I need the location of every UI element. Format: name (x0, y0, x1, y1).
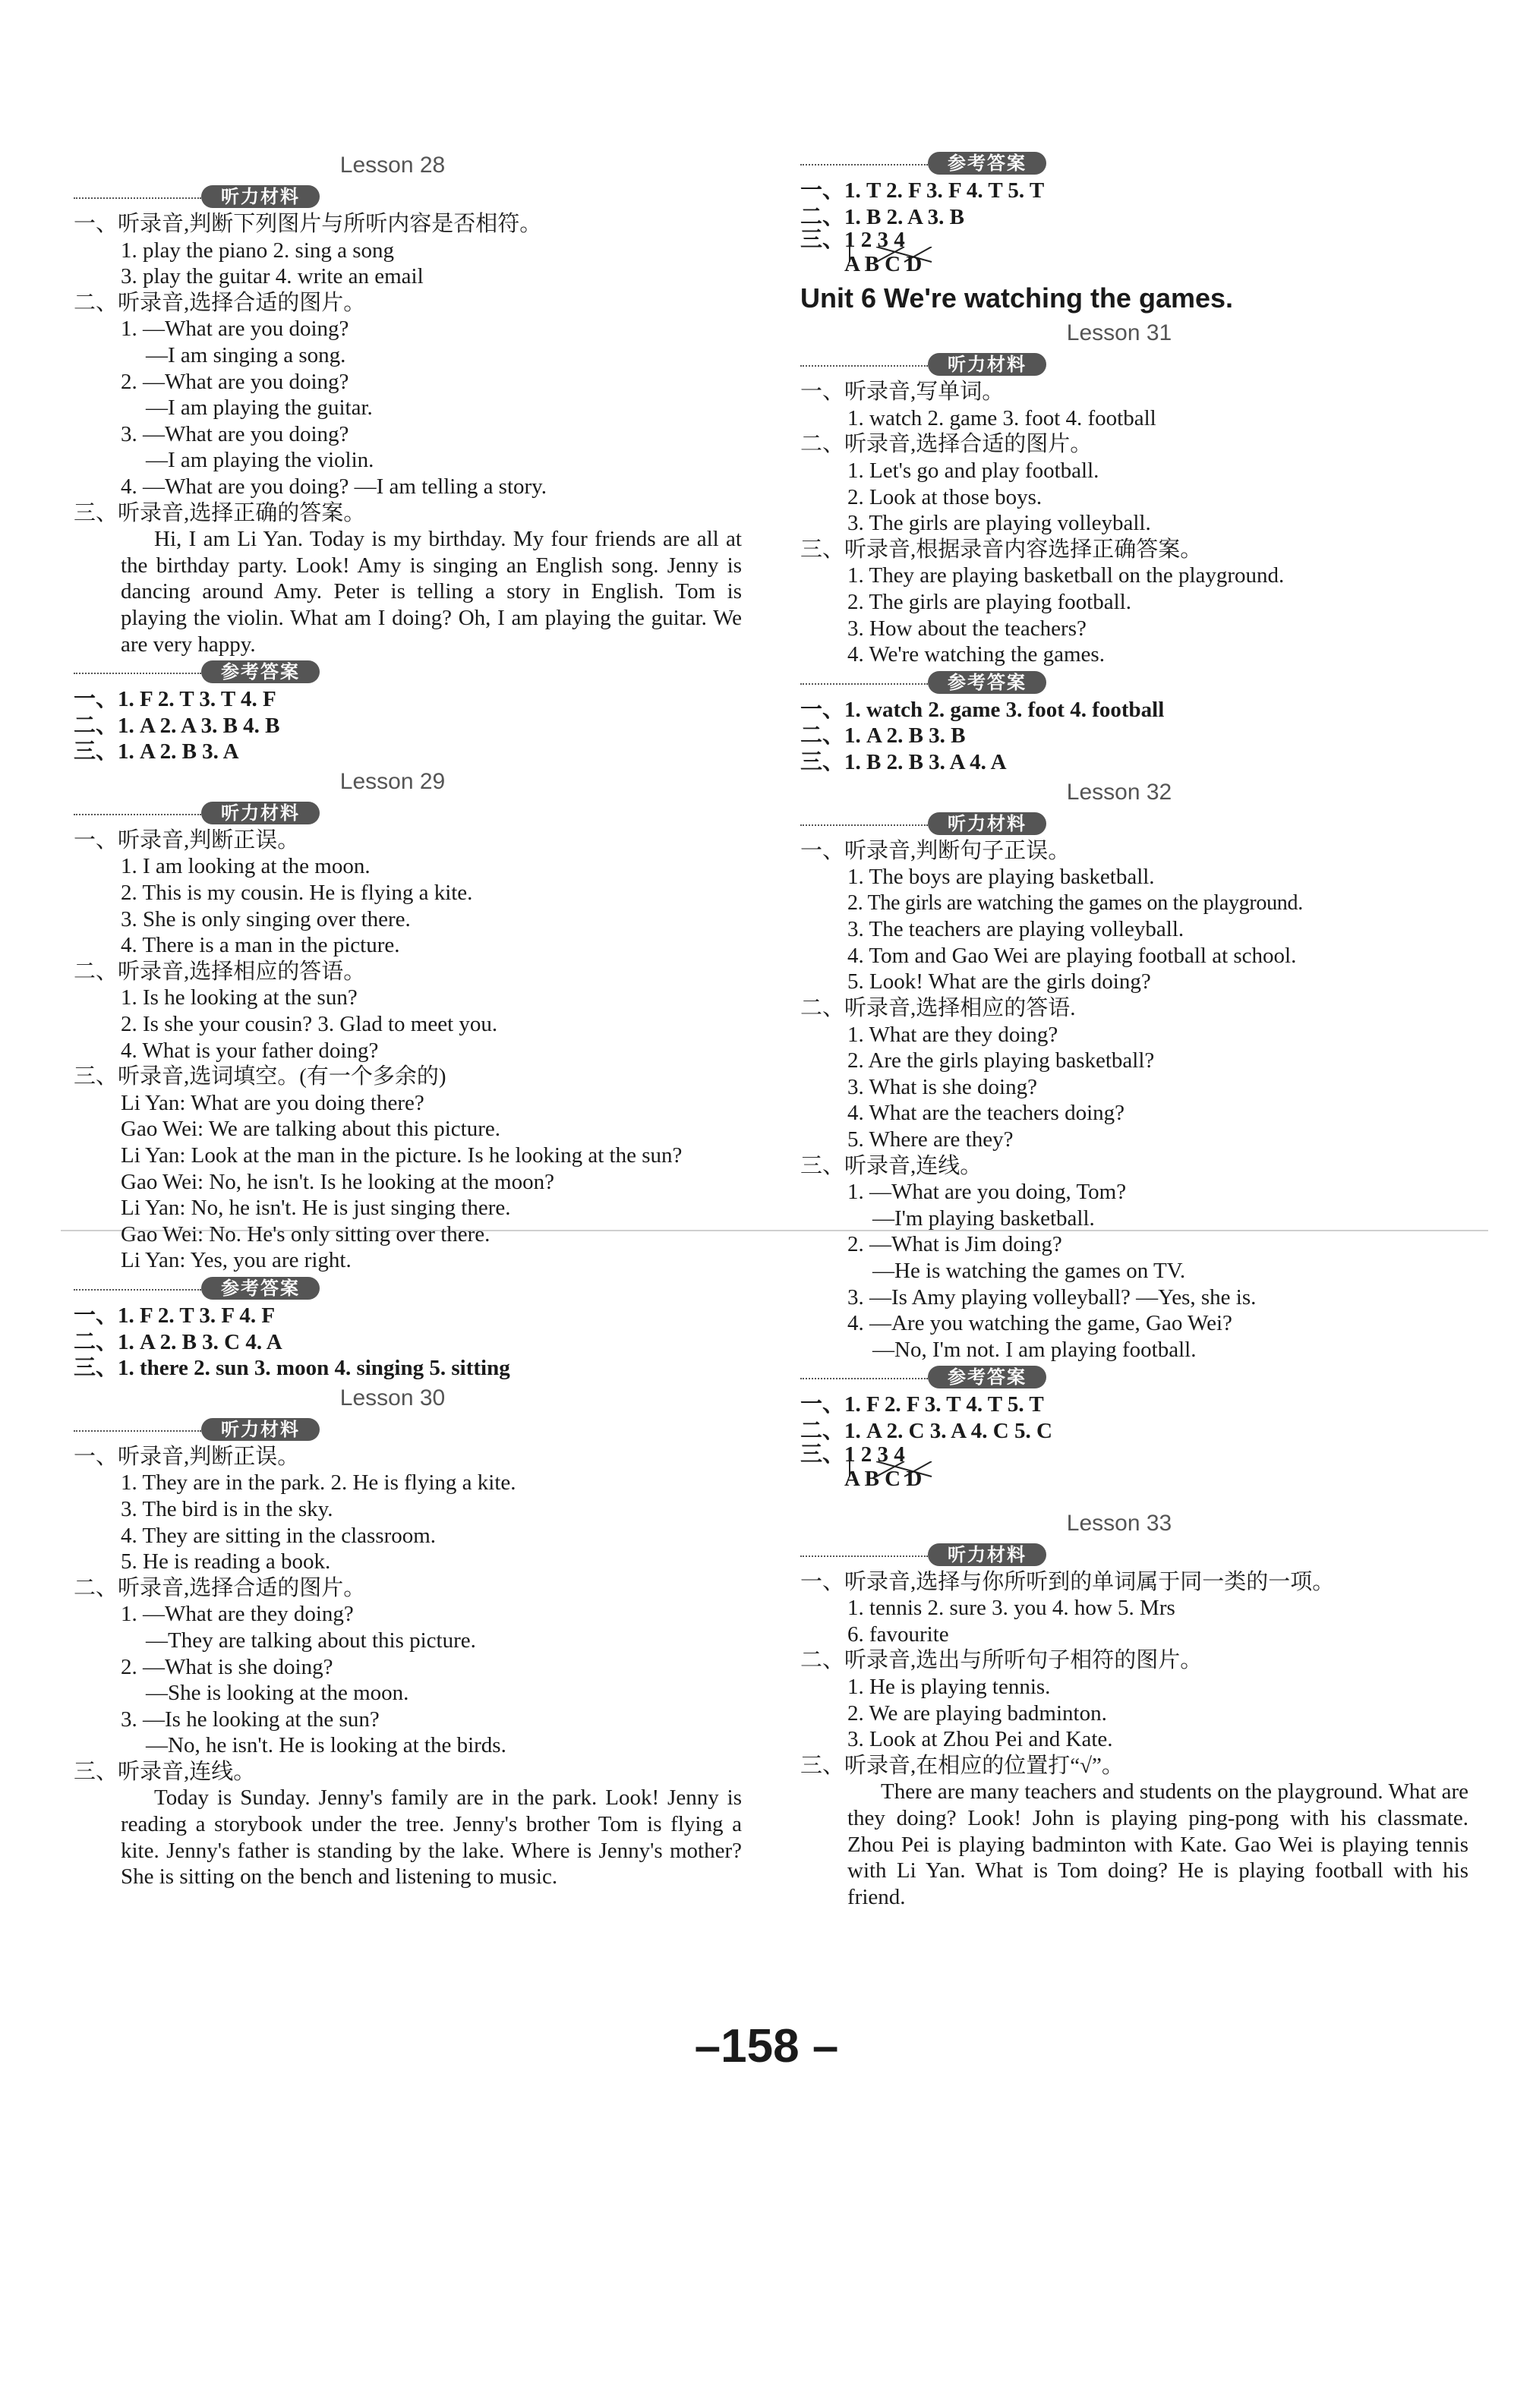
item-line: 2. —What is Jim doing? (847, 1232, 1062, 1257)
item-line: —They are talking about this picture. (146, 1628, 476, 1653)
item-line: 4. What is your father doing? (121, 1038, 379, 1063)
answer-line: 二、1. A 2. B 3. B (800, 723, 966, 749)
passage: Hi, I am Li Yan. Today is my birthday. My four friends are all at the birthday party. Look! Amy is singing an English song. Jenny is dancing around Amy. Peter is telling a story in English. Tom is playing the violin. What am I doing? Oh, I am playing the guitar. We are very happy. (121, 527, 742, 657)
item-line: 2. We are playing badminton. (847, 1700, 1107, 1726)
item-line: 1. watch 2. game 3. foot 4. football (847, 405, 1156, 430)
item-line: 1. Is he looking at the sun? (121, 985, 358, 1010)
lesson-31-title: Lesson 31 (1066, 320, 1172, 346)
section-heading: 三、听录音,连线。 (800, 1153, 983, 1178)
answer-line: 二、1. A 2. C 3. A 4. C 5. C (800, 1418, 1052, 1443)
answer-key-tag: 参考答案 (800, 1364, 1468, 1390)
section-heading: 三、听录音,选择正确的答案。 (74, 500, 366, 525)
item-line: 1. play the piano 2. sing a song (121, 238, 395, 263)
item-line: 3. She is only singing over there. (121, 906, 411, 931)
listening-material-tag: 听力材料 (74, 184, 742, 210)
dialogue-line: Li Yan: What are you doing there? (121, 1090, 424, 1115)
section-heading: 二、听录音,选择合适的图片。 (74, 290, 366, 315)
section-heading: 三、听录音,连线。 (74, 1759, 256, 1784)
item-line: 3. Look at Zhou Pei and Kate. (847, 1727, 1113, 1752)
item-line: 1. tennis 2. sure 3. you 4. how 5. Mrs (847, 1596, 1175, 1621)
lesson-32-title: Lesson 32 (1066, 779, 1172, 805)
item-line: 1. —What are you doing, Tom? (847, 1180, 1127, 1205)
matching-answer: 三、 1 2 3 4 A B C D (800, 230, 1468, 277)
answer-line: 一、1. F 2. T 3. F 4. F (74, 1303, 276, 1328)
item-line: 5. Where are they? (847, 1127, 1014, 1152)
item-line: 4. They are sitting in the classroom. (121, 1523, 437, 1548)
dialogue-line: Li Yan: Look at the man in the picture. Is he looking at the sun? (121, 1143, 683, 1168)
item-line: 3. The teachers are playing volleyball. (847, 917, 1184, 942)
section-heading: 三、听录音,在相应的位置打“√”。 (800, 1753, 1124, 1778)
answer-line: 一、1. F 2. T 3. T 4. F (74, 687, 276, 712)
answer-line: 一、1. F 2. F 3. T 4. T 5. T (800, 1392, 1044, 1417)
answer-line: 一、1. T 2. F 3. F 4. T 5. T (800, 178, 1045, 203)
item-line: 3. —Is Amy playing volleyball? —Yes, she is. (847, 1284, 1257, 1310)
item-line: 4. There is a man in the picture. (121, 933, 400, 958)
item-line: 1. They are playing basketball on the playground. (847, 563, 1285, 588)
matching-answer: 三、 1 2 3 4 A B C D (800, 1445, 1468, 1492)
section-heading: 一、听录音,判断下列图片与所听内容是否相符。 (74, 212, 542, 236)
item-line: 3. The girls are playing volleyball. (847, 511, 1151, 536)
item-line: 4. We're watching the games. (847, 642, 1105, 667)
item-line: 3. What is she doing? (847, 1074, 1037, 1099)
listening-material-tag: 听力材料 (800, 351, 1468, 377)
answer-key-tag: 参考答案 (74, 1275, 742, 1301)
match-letters: A B C D (844, 252, 923, 277)
item-line: 4. Tom and Gao Wei are playing football at school. (847, 943, 1297, 968)
item-line: 2. Is she your cousin? 3. Glad to meet you. (121, 1012, 498, 1037)
listening-material-tag: 听力材料 (800, 811, 1468, 837)
answer-key-tag: 参考答案 (800, 150, 1468, 176)
item-line: 6. favourite (847, 1622, 949, 1647)
item-line: —I am singing a song. (146, 342, 346, 367)
answer-key-tag: 参考答案 (74, 659, 742, 685)
item-line: —She is looking at the moon. (146, 1681, 409, 1706)
dialogue-line: Gao Wei: No, he isn't. Is he looking at the moon? (121, 1169, 554, 1194)
answer-line: 一、1. watch 2. game 3. foot 4. football (800, 697, 1165, 722)
item-line: 4. What are the teachers doing? (847, 1101, 1125, 1126)
item-line: 1. Let's go and play football. (847, 458, 1099, 483)
item-line: 5. He is reading a book. (121, 1549, 331, 1574)
item-line: 3. play the guitar 4. write an email (121, 264, 424, 289)
answer-line: 三、1. B 2. B 3. A 4. A (800, 749, 1007, 774)
section-heading: 三、听录音,选词填空。(有一个多余的) (74, 1064, 446, 1089)
passage: Today is Sunday. Jenny's family are in the park. Look! Jenny is reading a storybook under the tree. Jenny's brother Tom is flying a kite. Jenny's father is standing by the lake. Where is Jenny's mother? She is sitting on the bench and listening to music. (121, 1786, 742, 1890)
section-heading: 一、听录音,判断句子正误。 (800, 838, 1071, 863)
section-heading: 一、听录音,选择与你所听到的单词属于同一类的一项。 (800, 1569, 1335, 1594)
listening-material-tag: 听力材料 (74, 800, 742, 826)
item-line: —He is watching the games on TV. (872, 1259, 1186, 1283)
item-line: 5. Look! What are the girls doing? (847, 969, 1151, 994)
item-line: 3. The bird is in the sky. (121, 1496, 333, 1521)
item-line: 4. —Are you watching the game, Gao Wei? (847, 1311, 1232, 1336)
page-number: –158 – (694, 2020, 839, 2072)
item-line: 3. How about the teachers? (847, 616, 1087, 641)
item-line: 2. —What is she doing? (121, 1654, 333, 1679)
answer-line: 三、1. A 2. B 3. A (74, 739, 239, 764)
item-line: 1. I am looking at the moon. (121, 854, 371, 879)
section-heading: 一、听录音,判断正误。 (74, 827, 300, 853)
item-line: —No, he isn't. He is looking at the birds. (146, 1733, 506, 1758)
answer-line: 二、1. A 2. A 3. B 4. B (74, 713, 280, 738)
dialogue-line: Li Yan: Yes, you are right. (121, 1248, 352, 1273)
item-line: 1. He is playing tennis. (847, 1674, 1051, 1699)
item-line: 4. —What are you doing? —I am telling a story. (121, 474, 547, 499)
answer-line: 二、1. B 2. A 3. B (800, 204, 964, 229)
answer-key-tag: 参考答案 (800, 670, 1468, 695)
section-heading: 一、听录音,写单词。 (800, 380, 1005, 405)
section-heading: 二、听录音,选择合适的图片。 (800, 432, 1093, 457)
unit-6-title: Unit 6 We're watching the games. (800, 282, 1234, 314)
passage: There are many teachers and students on the playground. What are they doing? Look! John is playing ping-pong with his classmate. Zhou Pei is playing badminton with Kate. Gao Wei is playing tennis with Li Yan. What is Tom doing? He is playing football with his friend. (847, 1779, 1468, 1909)
lesson-30-title: Lesson 30 (339, 1385, 446, 1410)
match-numbers: 1 2 3 4 (844, 1442, 905, 1467)
lesson-28-title: Lesson 28 (339, 153, 446, 178)
answer-line: 三、1. there 2. sun 3. moon 4. singing 5. sitting (74, 1356, 510, 1381)
left-column (74, 149, 742, 1890)
right-column (800, 149, 1468, 1910)
section-heading: 二、听录音,选择相应的答语。 (74, 959, 366, 984)
item-line: 2. The girls are playing football. (847, 589, 1131, 614)
section-heading: 二、听录音,选择相应的答语. (800, 996, 1076, 1021)
listening-material-tag: 听力材料 (800, 1542, 1468, 1568)
dialogue-line: Gao Wei: No. He's only sitting over there. (121, 1221, 490, 1247)
item-line: —I am playing the guitar. (146, 396, 373, 421)
item-line: 2. This is my cousin. He is flying a kite. (121, 881, 473, 906)
listening-material-tag: 听力材料 (74, 1417, 742, 1442)
item-line: 2. —What are you doing? (121, 369, 349, 394)
match-letters: A B C D (844, 1466, 923, 1491)
item-line: 2. The girls are watching the games on the playground. (847, 890, 1303, 915)
answer-line: 二、1. A 2. B 3. C 4. A (74, 1329, 282, 1354)
dialogue-line: Gao Wei: We are talking about this picture. (121, 1117, 501, 1142)
item-line: 1. They are in the park. 2. He is flying a kite. (121, 1470, 516, 1496)
lesson-29-title: Lesson 29 (339, 768, 446, 794)
section-heading: 一、听录音,判断正误。 (74, 1444, 300, 1469)
section-heading: 二、听录音,选择合适的图片。 (74, 1575, 366, 1600)
item-line: 2. Are the girls playing basketball? (847, 1048, 1155, 1073)
section-heading: 二、听录音,选出与所听句子相符的图片。 (800, 1648, 1203, 1673)
item-line: 1. The boys are playing basketball. (847, 865, 1155, 890)
item-line: —I am playing the violin. (146, 448, 374, 473)
lesson-33-title: Lesson 33 (1066, 1510, 1172, 1536)
item-line: 1. —What are you doing? (121, 317, 349, 342)
item-line: 2. Look at those boys. (847, 484, 1043, 509)
match-numbers: 1 2 3 4 (844, 228, 905, 253)
item-line: —I'm playing basketball. (872, 1206, 1095, 1231)
dialogue-line: Li Yan: No, he isn't. He is just singing there. (121, 1196, 511, 1221)
item-line: 1. —What are they doing? (121, 1602, 354, 1627)
item-line: 3. —What are you doing? (121, 421, 349, 446)
section-heading: 三、听录音,根据录音内容选择正确答案。 (800, 537, 1203, 562)
item-line: 1. What are they doing? (847, 1022, 1058, 1047)
item-line: —No, I'm not. I am playing football. (872, 1337, 1197, 1362)
item-line: 3. —Is he looking at the sun? (121, 1707, 380, 1732)
